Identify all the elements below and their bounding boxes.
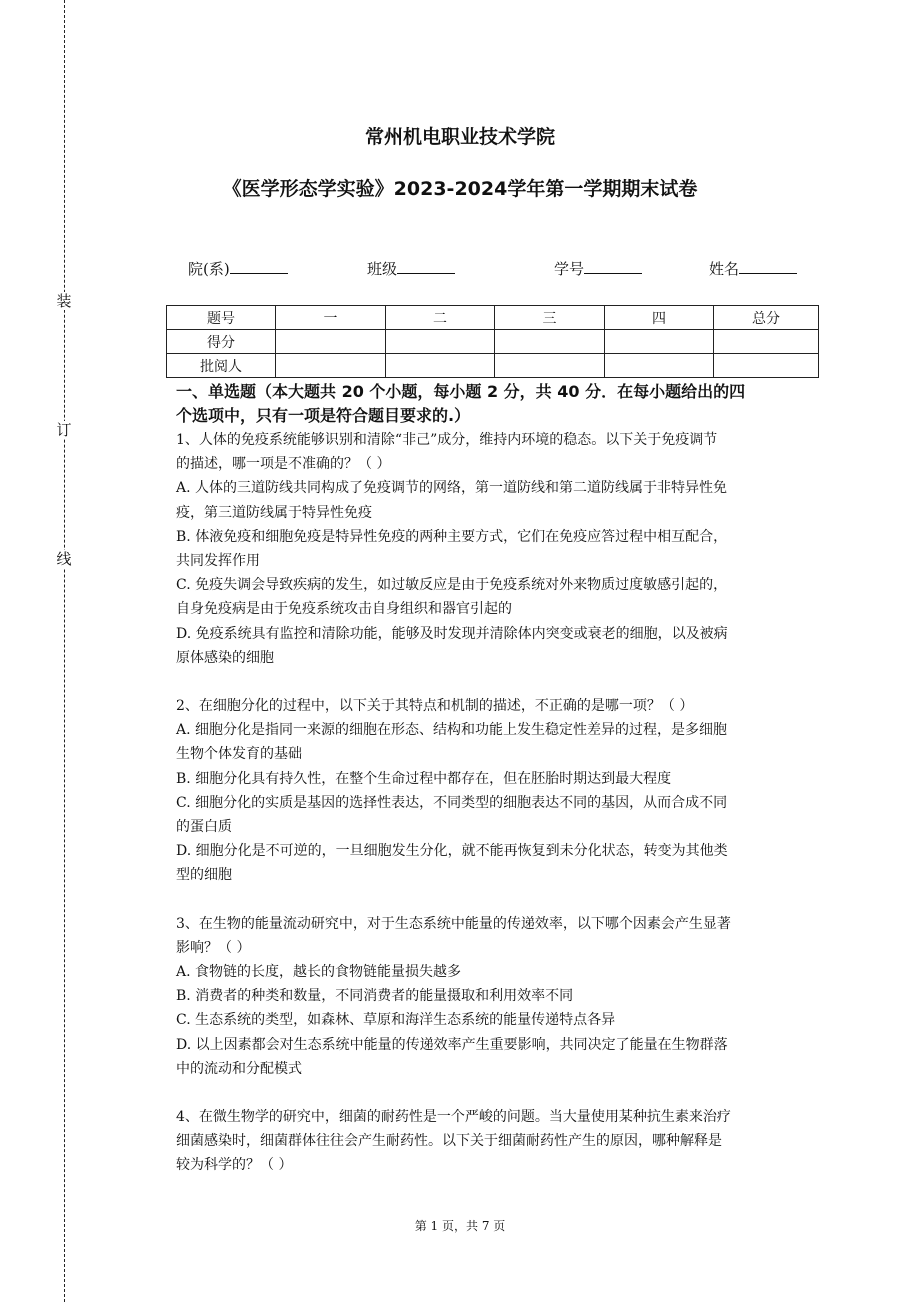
option-b: 共同发挥作用 <box>176 553 260 570</box>
reviewer-cell[interactable] <box>276 354 386 378</box>
reviewer-cell[interactable] <box>386 354 495 378</box>
header-cell: 题号 <box>167 306 276 330</box>
score-cell[interactable] <box>386 330 495 354</box>
header-cell: 二 <box>386 306 495 330</box>
option-a: A. 人体的三道防线共同构成了免疫调节的网络，第一道防线和第二道防线属于非特异性免 <box>176 480 728 497</box>
score-row <box>167 330 819 354</box>
dept-label: 院(系) <box>188 260 230 278</box>
dept-blank[interactable] <box>230 259 288 274</box>
option-a: 生物个体发育的基础 <box>176 746 302 763</box>
option-a: A. 食物链的长度，越长的食物链能量损失越多 <box>176 964 462 981</box>
header-cell: 一 <box>276 306 386 330</box>
header-cell: 三 <box>495 306 605 330</box>
score-table <box>166 305 819 378</box>
option-b: B. 细胞分化具有持久性，在整个生命过程中都存在，但在胚胎时期达到最大程度 <box>176 770 672 787</box>
option-a: 疫，第三道防线属于特异性免疫 <box>176 504 372 521</box>
binding-char-xian: 线 <box>56 550 72 568</box>
option-d: D. 以上因素都会对生态系统中能量的传递效率产生重要影响，共同决定了能量在生物群落 <box>176 1036 728 1053</box>
question-stem: 4、在微生物学的研究中，细菌的耐药性是一个严峻的问题。当大量使用某种抗生素来治疗 <box>176 1109 731 1126</box>
section-heading: 个选项中，只有一项是符合题目要求的.） <box>176 406 471 425</box>
option-c: 的蛋白质 <box>176 819 232 836</box>
header-cell: 总分 <box>714 306 819 330</box>
student-id-field[interactable] <box>554 258 642 279</box>
question-stem: 2、在细胞分化的过程中，以下关于其特点和机制的描述，不正确的是哪一项？（ ） <box>176 698 694 715</box>
section-heading: 一、单选题（本大题共 20 个小题，每小题 2 分，共 40 分．在每小题给出的四 <box>176 382 746 401</box>
class-label: 班级 <box>367 260 398 278</box>
question-stem: 影响？（ ） <box>176 939 251 956</box>
option-d: 中的流动和分配模式 <box>176 1060 302 1077</box>
option-d: 型的细胞 <box>176 867 232 884</box>
reviewer-row <box>167 354 819 378</box>
school-name: 常州机电职业技术学院 <box>364 126 555 148</box>
option-d: D. 细胞分化是不可逆的，一旦细胞发生分化，就不能再恢复到未分化状态，转变为其他类 <box>176 843 728 860</box>
row-label: 得分 <box>167 330 276 354</box>
question-stem: 3、在生物的能量流动研究中，对于生态系统中能量的传递效率，以下哪个因素会产生显著 <box>176 915 731 932</box>
name-field[interactable] <box>709 258 797 279</box>
option-d: 原体感染的细胞 <box>176 649 274 666</box>
option-c: 自身免疫病是由于免疫系统攻击自身组织和器官引起的 <box>176 601 512 618</box>
exam-title: 《医学形态学实验》2023-2024学年第一学期期末试卷 <box>222 178 698 200</box>
score-cell[interactable] <box>714 330 819 354</box>
option-d: D. 免疫系统具有监控和清除功能，能够及时发现并清除体内突变或衰老的细胞，以及被病 <box>176 625 728 642</box>
question-stem: 较为科学的？（ ） <box>176 1157 293 1174</box>
score-cell[interactable] <box>495 330 605 354</box>
page-footer: 第 1 页，共 7 页 <box>414 1219 506 1233</box>
score-cell[interactable] <box>605 330 714 354</box>
binding-char-zhuang: 装 <box>56 292 72 310</box>
question-stem: 1、人体的免疫系统能够识别和清除“非己”成分，维持内环境的稳态。以下关于免疫调节 <box>176 432 718 448</box>
dept-field[interactable] <box>188 258 288 279</box>
class-field[interactable] <box>367 258 455 279</box>
reviewer-cell[interactable] <box>714 354 819 378</box>
name-blank[interactable] <box>739 259 797 274</box>
option-c: C. 细胞分化的实质是基因的选择性表达，不同类型的细胞表达不同的基因，从而合成不同 <box>176 794 728 811</box>
student-id-label: 学号 <box>554 260 585 278</box>
option-c: C. 免疫失调会导致疾病的发生，如过敏反应是由于免疫系统对外来物质过度敏感引起的， <box>176 577 728 594</box>
option-c: C. 生态系统的类型，如森林、草原和海洋生态系统的能量传递特点各异 <box>176 1012 616 1029</box>
option-b: B. 消费者的种类和数量，不同消费者的能量摄取和利用效率不同 <box>176 988 574 1005</box>
exam-body <box>176 380 818 1178</box>
name-label: 姓名 <box>709 260 740 278</box>
option-b: B. 体液免疫和细胞免疫是特异性免疫的两种主要方式，它们在免疫应答过程中相互配合， <box>176 528 728 545</box>
row-label: 批阅人 <box>167 354 276 378</box>
class-blank[interactable] <box>397 259 455 274</box>
score-cell[interactable] <box>276 330 386 354</box>
option-a: A. 细胞分化是指同一来源的细胞在形态、结构和功能上发生稳定性差异的过程，是多细胞 <box>176 722 728 739</box>
student-id-blank[interactable] <box>584 259 642 274</box>
score-table-header-row <box>167 306 819 330</box>
reviewer-cell[interactable] <box>605 354 714 378</box>
question-stem: 细菌感染时，细菌群体往往会产生耐药性。以下关于细菌耐药性产生的原因，哪种解释是 <box>176 1133 722 1150</box>
question-stem: 的描述，哪一项是不准确的？（ ） <box>176 456 391 473</box>
binding-char-ding: 订 <box>56 421 72 439</box>
header-cell: 四 <box>605 306 714 330</box>
reviewer-cell[interactable] <box>495 354 605 378</box>
